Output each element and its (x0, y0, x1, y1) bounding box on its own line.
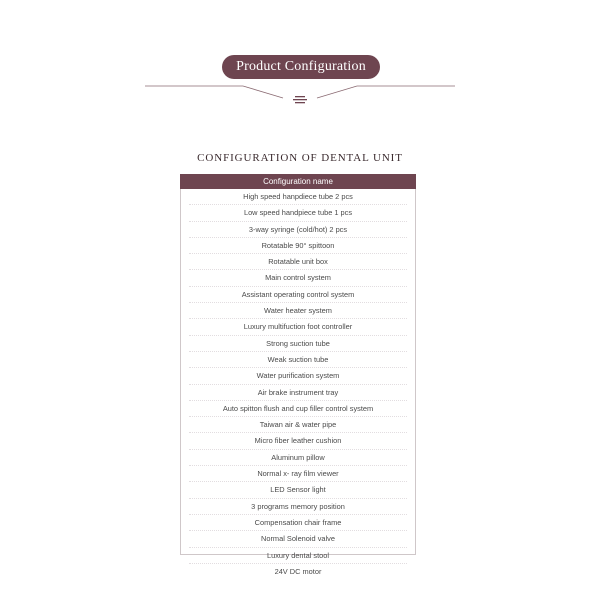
table-header: Configuration name (180, 174, 416, 189)
table-row: Rotatable 90° spittoon (189, 238, 407, 254)
table-row: Rotatable unit box (189, 254, 407, 270)
table-row: Air brake instrument tray (189, 385, 407, 401)
table-row: Water heater system (189, 303, 407, 319)
table-row: Weak suction tube (189, 352, 407, 368)
table-rows (181, 189, 415, 579)
table-row: Luxury dental stool (189, 548, 407, 564)
table-row: 3 programs memory position (189, 499, 407, 515)
table-row: LED Sensor light (189, 482, 407, 498)
table-row: Strong suction tube (189, 336, 407, 352)
table-row: Taiwan air & water pipe (189, 417, 407, 433)
table-row: 24V DC motor (274, 566, 322, 576)
table-row: Assistant operating control system (189, 287, 407, 303)
table-row: Auto spitton flush and cup filler control system (189, 401, 407, 417)
configuration-table (180, 174, 416, 576)
table-row: Aluminum pillow (189, 450, 407, 466)
section-title: CONFIGURATION OF DENTAL UNIT (197, 152, 403, 164)
table-row: Main control system (189, 270, 407, 286)
table-row: Compensation chair frame (189, 515, 407, 531)
table-row: Normal Solenoid valve (189, 531, 407, 547)
table-row: Luxury multifuction foot controller (189, 319, 407, 335)
table-row: Water purification system (189, 368, 407, 384)
table-row: Low speed handpiece tube 1 pcs (189, 205, 407, 221)
divider-ornament (145, 84, 455, 106)
table-row: 3-way syringe (cold/hot) 2 pcs (189, 222, 407, 238)
product-configuration-banner: Product Configuration (222, 55, 380, 79)
table-row: High speed hanpdiece tube 2 pcs (189, 189, 407, 205)
table-row: Micro fiber leather cushion (189, 433, 407, 449)
table-row: Normal x- ray film viewer (189, 466, 407, 482)
